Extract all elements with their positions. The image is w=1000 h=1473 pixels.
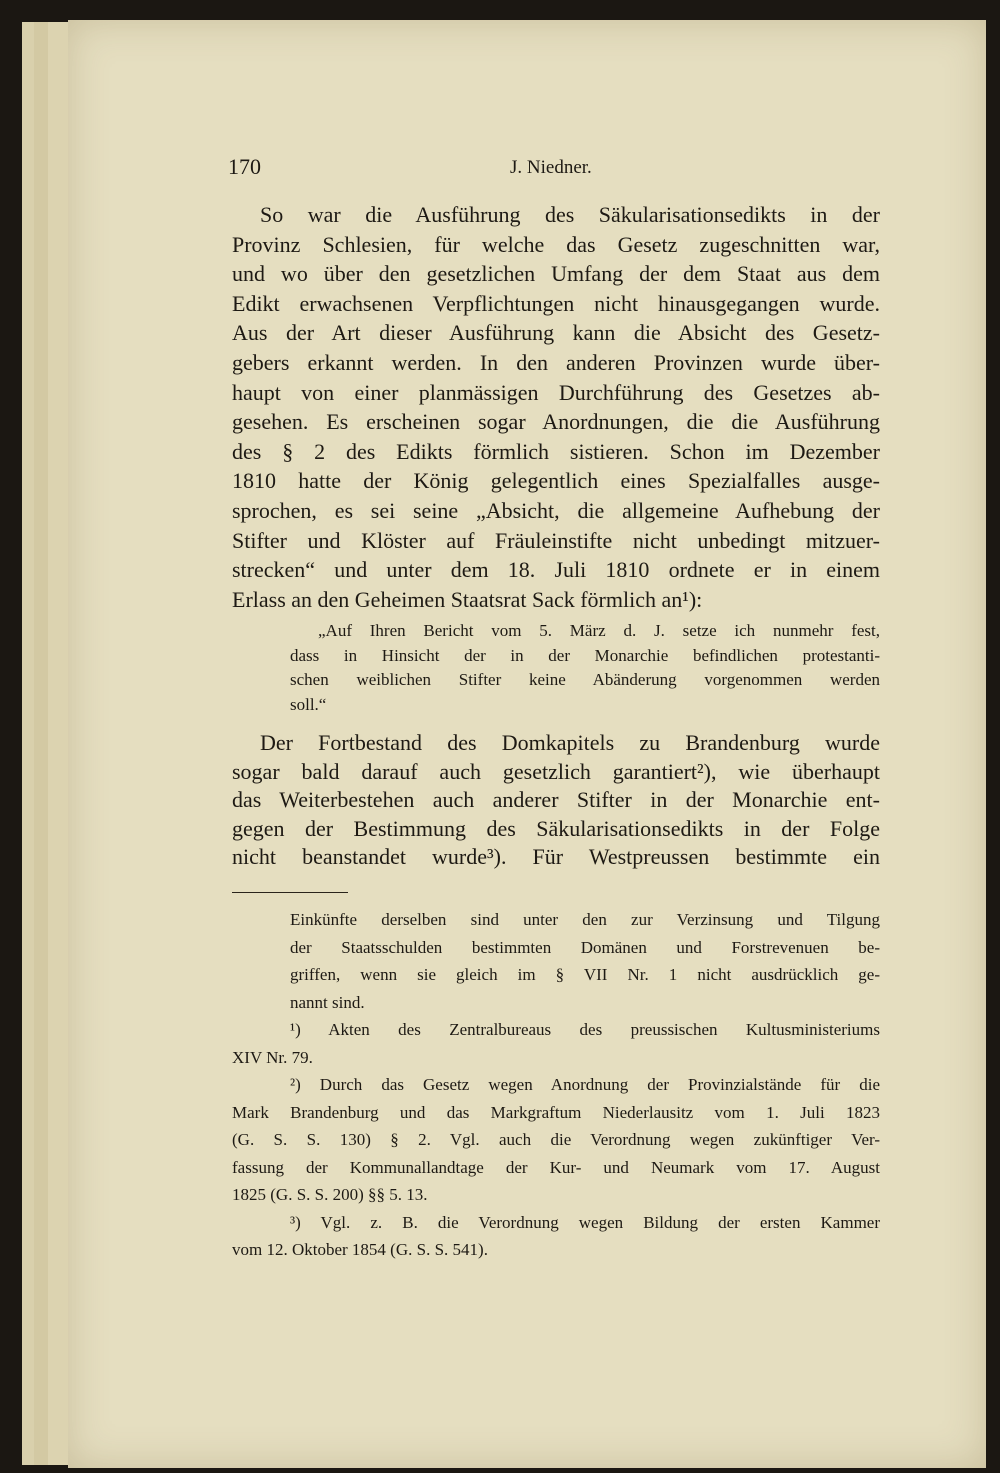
paragraph-1 — [232, 200, 880, 614]
paragraph-2 — [232, 729, 880, 872]
text-line: 1810 hatte der König gelegentlich eines Spezialfalles ausge- — [232, 468, 880, 494]
text-line: So war die Ausführung des Säkularisationsedikts in der — [260, 202, 880, 227]
block-quote — [290, 619, 880, 717]
text-line: des § 2 des Edikts förmlich sistieren. Schon im Dezember — [232, 438, 880, 464]
text-line: haupt von einer planmässigen Durchführung des Gesetzes ab- — [232, 379, 880, 405]
text-line: Erlass an den Geheimen Staatsrat Sack förmlich an¹): — [232, 586, 703, 612]
text-line: ²) Durch das Gesetz wegen Anordnung der Provinzialstände für die — [290, 1075, 880, 1094]
text-line: Aus der Art dieser Ausführung kann die Absicht des Gesetz- — [232, 320, 880, 346]
text-line: XIV Nr. 79. — [232, 1047, 313, 1067]
text-line: sprochen, es sei seine „Absicht, die allgemeine Aufhebung der — [232, 497, 880, 523]
text-line: Mark Brandenburg und das Markgraftum Niederlausitz vom 1. Juli 1823 — [232, 1102, 880, 1122]
text-line: 1825 (G. S. S. 200) §§ 5. 13. — [232, 1185, 428, 1204]
text-line: und wo über den gesetzlichen Umfang der dem Staat aus dem — [232, 261, 880, 287]
text-line: fassung der Kommunallandtage der Kur- und Neumark vom 17. August — [232, 1157, 880, 1177]
text-line: Edikt erwachsenen Verpflichtungen nicht hinausgegangen wurde. — [232, 290, 880, 316]
text-line: gegen der Bestimmung des Säkularisationsedikts in der Folge — [232, 815, 880, 841]
running-head: J. Niedner. — [510, 157, 592, 178]
text-line: vom 12. Oktober 1854 (G. S. S. 541). — [232, 1240, 488, 1259]
text-line: ¹) Akten des Zentralbureaus des preussischen Kultusministeriums — [290, 1020, 880, 1039]
text-line: gesehen. Es erscheinen sogar Anordnungen, die die Ausführung — [232, 409, 880, 435]
text-line: griffen, wenn sie gleich im § VII Nr. 1 nicht ausdrücklich ge- — [290, 965, 880, 984]
text-line: dass in Hinsicht der in der Monarchie befindlichen protestanti- — [290, 645, 880, 665]
footnotes — [232, 906, 880, 1264]
text-line: sogar bald darauf auch gesetzlich garantiert²), wie überhaupt — [232, 758, 880, 784]
text-line: ³) Vgl. z. B. die Verordnung wegen Bildung der ersten Kammer — [290, 1212, 880, 1232]
text-line: schen weiblichen Stifter keine Abänderung vorgenommen werden — [290, 670, 880, 690]
text-line: nannt sind. — [290, 992, 365, 1012]
text-line: Stifter und Klöster auf Fräuleinstifte nicht unbedingt mitzuer- — [232, 527, 880, 553]
text-line: (G. S. S. 130) § 2. Vgl. auch die Verordnung wegen zukünftiger Ver- — [232, 1130, 880, 1149]
text-line: das Weiterbestehen auch anderer Stifter in der Monarchie ent- — [232, 787, 880, 813]
text-line: der Staatsschulden bestimmten Domänen und Forstrevenuen be- — [290, 937, 880, 957]
text-line: Der Fortbestand des Domkapitels zu Brandenburg wurde — [260, 730, 880, 755]
text-line: strecken“ und unter dem 18. Juli 1810 ordnete er in einem — [232, 557, 880, 583]
text-line: Einkünfte derselben sind unter den zur Verzinsung und Tilgung — [290, 910, 880, 929]
text-line: nicht beanstandet wurde³). Für Westpreussen bestimmte ein — [232, 844, 880, 870]
text-line: gebers erkannt werden. In den anderen Provinzen wurde über- — [232, 349, 880, 375]
footnote-rule — [232, 892, 348, 893]
text-line: „Auf Ihren Bericht vom 5. März d. J. setze ich nunmehr fest, — [318, 621, 880, 640]
text-line: Provinz Schlesien, für welche das Gesetz zugeschnitten war, — [232, 231, 880, 257]
page-number: 170 — [228, 154, 261, 179]
text-line: soll.“ — [290, 694, 327, 714]
